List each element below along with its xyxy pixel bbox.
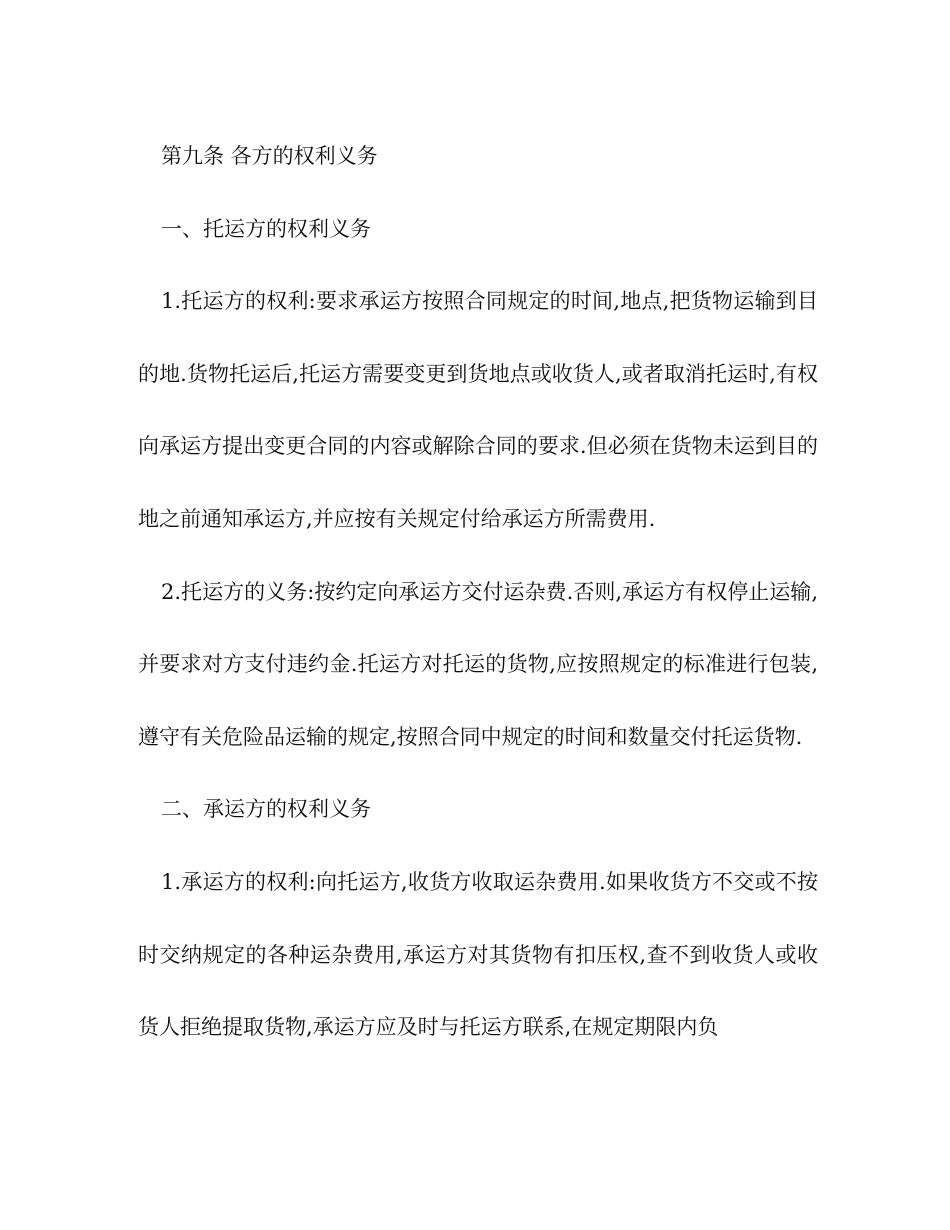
- shipper-rights-paragraph: 1.托运方的权利:要求承运方按照合同规定的时间,地点,把货物运输到目的地.货物托运后,托运方需要变更到货地点或收货人,或者取消托运时,有权向承运方提出变更合同的内容或解除合同的要求.但必须在货物未运到目的地之前通知承运方,并应按有关规定付给承运方所需费用.: [138, 289, 818, 531]
- section-heading-carrier: 二、承运方的权利义务: [161, 797, 371, 822]
- carrier-rights-paragraph: 1.承运方的权利:向托运方,收货方收取运杂费用.如果收货方不交或不按时交纳规定的各种运杂费用,承运方对其货物有扣压权,查不到收货人或收货人拒绝提取货物,承运方应及时与托运方联系,在规定期限内负: [138, 869, 818, 1040]
- section-heading-shipper: 一、托运方的权利义务: [161, 216, 371, 241]
- document-body: [138, 120, 818, 1064]
- shipper-obligations-paragraph: 2.托运方的义务:按约定向承运方交付运杂费.否则,承运方有权停止运输,并要求对方支付违约金.托运方对托运的货物,应按照规定的标准进行包装,遵守有关危险品运输的规定,按照合同中规定的时间和数量交付托运货物.: [138, 579, 818, 749]
- article-heading: 第九条 各方的权利义务: [161, 144, 378, 168]
